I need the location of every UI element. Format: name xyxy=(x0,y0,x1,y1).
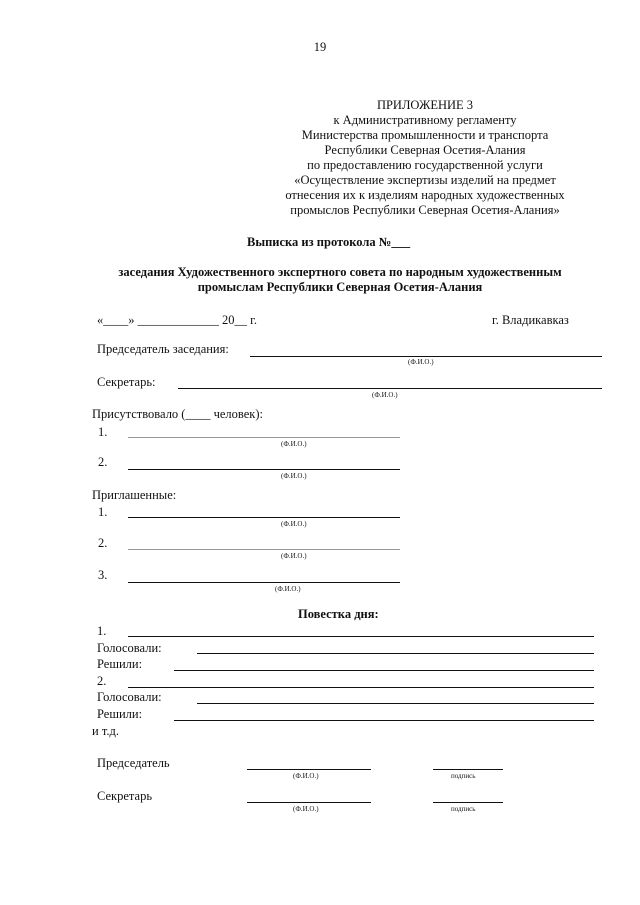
fio-caption: (Ф.И.О.) xyxy=(281,472,307,480)
sign-secretary-signature-line[interactable] xyxy=(433,802,503,803)
sign-secretary-fio-line[interactable] xyxy=(247,802,371,803)
fio-caption: (Ф.И.О.) xyxy=(281,520,307,528)
invited-label: Приглашенные: xyxy=(92,488,177,502)
appendix-line: отнесения их к изделиям народных художественных xyxy=(285,188,565,202)
appendix-line: «Осуществление экспертизы изделий на предмет xyxy=(294,173,556,187)
appendix-line: к Административному регламенту xyxy=(333,113,517,127)
chairman-line[interactable] xyxy=(250,356,602,357)
present-num-1: 1. xyxy=(98,425,108,439)
invited-line-2[interactable] xyxy=(128,549,400,550)
voted-line-2[interactable] xyxy=(197,703,594,704)
sign-chairman-label: Председатель xyxy=(97,756,170,770)
city: г. Владикавказ xyxy=(492,313,569,327)
appendix-title: ПРИЛОЖЕНИЕ 3 xyxy=(376,98,474,112)
agenda-num-2: 2. xyxy=(97,674,107,688)
decided-label-1: Решили: xyxy=(97,657,143,671)
present-line-1[interactable] xyxy=(128,437,400,438)
voted-label-2: Голосовали: xyxy=(97,690,162,704)
invited-line-1[interactable] xyxy=(128,517,400,518)
present-num-2: 2. xyxy=(98,455,108,469)
fio-caption: (Ф.И.О.) xyxy=(275,585,301,593)
protocol-heading: Выписка из протокола №___ xyxy=(247,235,411,249)
fio-caption: (Ф.И.О.) xyxy=(293,805,319,813)
signature-caption: подпись xyxy=(451,805,476,813)
appendix-line: Республики Северная Осетия-Алания xyxy=(324,143,526,157)
date-line: «____» _____________ 20__ г. xyxy=(97,313,257,327)
fio-caption: (Ф.И.О.) xyxy=(293,772,319,780)
decided-line-1[interactable] xyxy=(174,670,594,671)
invited-num-1: 1. xyxy=(98,505,108,519)
voted-label-1: Голосовали: xyxy=(97,641,162,655)
fio-caption: (Ф.И.О.) xyxy=(372,391,398,399)
present-line-2[interactable] xyxy=(128,469,400,470)
agenda-num-1: 1. xyxy=(97,624,107,638)
sign-chairman-fio-line[interactable] xyxy=(247,769,371,770)
fio-caption: (Ф.И.О.) xyxy=(281,552,307,560)
etc-text: и т.д. xyxy=(92,724,119,738)
fio-caption: (Ф.И.О.) xyxy=(281,440,307,448)
fio-caption: (Ф.И.О.) xyxy=(408,358,434,366)
secretary-line[interactable] xyxy=(178,388,602,389)
decided-line-2[interactable] xyxy=(174,720,594,721)
secretary-label: Секретарь: xyxy=(97,375,156,389)
protocol-subheading xyxy=(60,265,620,295)
invited-line-3[interactable] xyxy=(128,582,400,583)
decided-label-2: Решили: xyxy=(97,707,143,721)
subheading-line: промыслам Республики Северная Осетия-Алания xyxy=(197,280,483,294)
appendix-block xyxy=(240,98,610,218)
chairman-label: Председатель заседания: xyxy=(97,342,229,356)
appendix-line: Министерства промышленности и транспорта xyxy=(301,128,549,142)
agenda-line-2[interactable] xyxy=(128,687,594,688)
appendix-line: по предоставлению государственной услуги xyxy=(307,158,543,172)
agenda-line-1[interactable] xyxy=(128,636,594,637)
signature-caption: подпись xyxy=(451,772,476,780)
appendix-line: промыслов Республики Северная Осетия-Алания» xyxy=(290,203,560,217)
invited-num-2: 2. xyxy=(98,536,108,550)
present-label: Присутствовало (____ человек): xyxy=(92,407,263,421)
sign-secretary-label: Секретарь xyxy=(97,789,153,803)
sign-chairman-signature-line[interactable] xyxy=(433,769,503,770)
invited-num-3: 3. xyxy=(98,568,108,582)
voted-line-1[interactable] xyxy=(197,653,594,654)
agenda-title: Повестка дня: xyxy=(298,607,379,621)
subheading-line: заседания Художественного экспертного совета по народным художественным xyxy=(118,265,562,279)
page-number: 19 xyxy=(313,40,327,54)
